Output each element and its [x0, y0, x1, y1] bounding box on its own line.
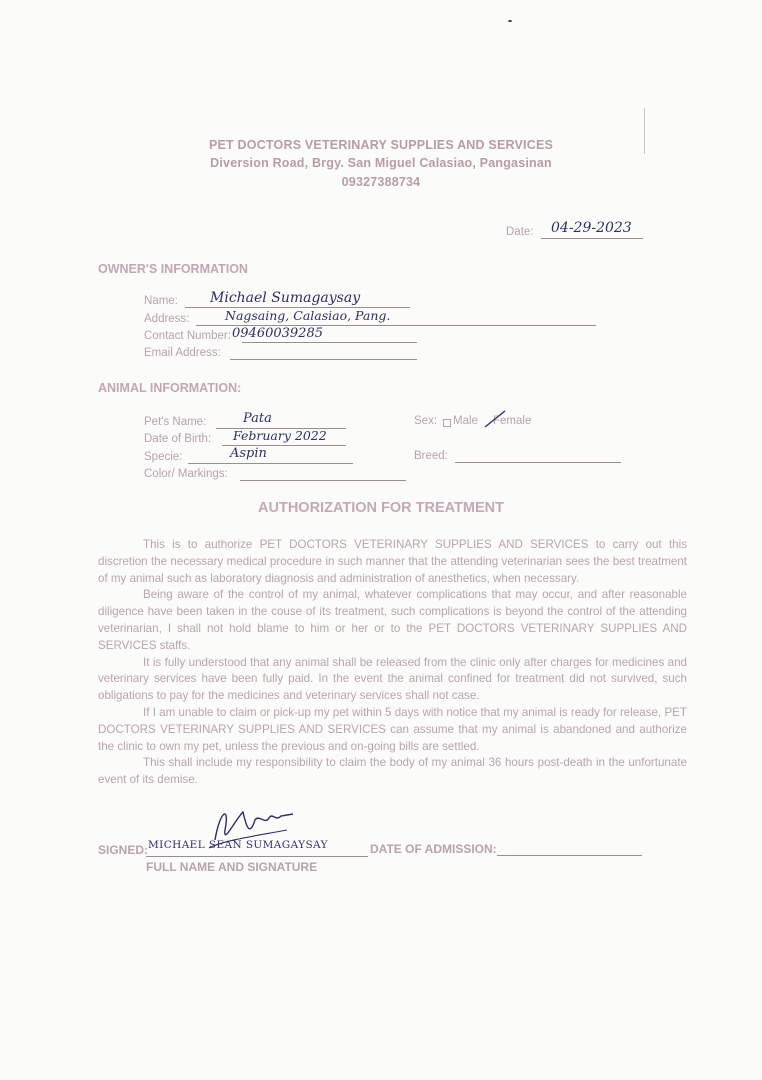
authorization-paragraph: It is fully understood that any animal shall be released from the clinic only after charges for medicines and veterinary services have been fully paid. In the event the animal confined for treatment did not survived, such obligations to pay for the medicines and veterinary services shall not case.	[98, 655, 687, 703]
owner-contact-value: 09460039285	[232, 326, 323, 341]
specie-line	[188, 463, 353, 464]
date-label: Date:	[506, 226, 534, 238]
sex-label: Sex:	[414, 415, 438, 427]
date-line	[541, 238, 643, 239]
authorization-paragraph: This is to authorize PET DOCTORS VETERINARY SUPPLIES AND SERVICES to carry out this discretion the necessary medical procedure in such manner that the attending veterinarian sees the best treatment of my animal such as laboratory diagnosis and administration of anesthetics, when necessary.	[98, 538, 687, 585]
company-address: Diversion Road, Brgy. San Miguel Calasiao, Pangasinan	[210, 156, 552, 170]
pet-name-value: Pata	[243, 411, 272, 426]
dob-label: Date of Birth:	[144, 433, 212, 445]
dob-value: February 2022	[233, 428, 327, 443]
specie-value: Aspin	[230, 446, 267, 461]
authorization-title: AUTHORIZATION FOR TREATMENT	[258, 500, 504, 516]
company-phone: 09327388734	[341, 175, 421, 189]
specie-label: Specie:	[144, 451, 183, 463]
admission-line	[497, 855, 642, 856]
color-line	[240, 480, 406, 481]
animal-heading: ANIMAL INFORMATION:	[98, 381, 242, 395]
signed-label: SIGNED:	[98, 843, 149, 857]
company-name: PET DOCTORS VETERINARY SUPPLIES AND SERVICES	[208, 138, 554, 152]
admission-label: DATE OF ADMISSION:	[370, 842, 497, 856]
signed-value: MICHAEL SEAN SUMAGAYSAY	[148, 839, 328, 851]
signature-caption: FULL NAME AND SIGNATURE	[146, 860, 318, 874]
color-label: Color/ Markings:	[144, 468, 228, 480]
owner-email-label: Email Address:	[144, 347, 221, 359]
female-label: Female	[493, 415, 532, 427]
authorization-paragraph: If I am unable to claim or pick-up my pet within 5 days with notice that my animal is ready for release, PET DOCTORS VETERINARY SUPPLIES AND SERVICES can assume that my animal is abandoned and authorize the clinic to own my pet, unless the previous and on-going bills are settled.	[98, 705, 687, 753]
breed-label: Breed:	[414, 450, 448, 462]
female-check-mark	[482, 408, 508, 430]
date-value: 04-29-2023	[551, 220, 632, 236]
signed-line	[146, 856, 368, 857]
pet-name-label: Pet's Name:	[144, 416, 207, 428]
owner-contact-label: Contact Number:	[144, 330, 231, 342]
breed-line	[455, 462, 621, 463]
owner-heading: OWNER'S INFORMATION	[98, 262, 248, 276]
authorization-paragraph: This shall include my responsibility to claim the body of my animal 36 hours post-death in the unfortunate event of its demise.	[98, 756, 687, 787]
owner-name-label: Name:	[144, 295, 178, 307]
owner-contact-line	[242, 342, 417, 343]
owner-address-value: Nagsaing, Calasiao, Pang.	[225, 308, 391, 323]
authorization-paragraph: Being aware of the control of my animal, whatever complications that may occur, and after reasonable diligence have been taken in the couse of its treatment, such complications is beyond the control of the attending veterinarian, I shall not hold blame to him or her or to the PET DOCTORS VETERINARY SUPPLIES AND SERVICES staffs.	[98, 588, 687, 652]
authorization-body	[98, 537, 687, 789]
male-label: Male	[453, 415, 478, 427]
owner-name-value: Michael Sumagaysay	[210, 290, 361, 306]
speck	[508, 20, 512, 22]
owner-email-line	[230, 359, 417, 360]
male-checkbox[interactable]	[443, 419, 451, 427]
owner-address-label: Address:	[144, 313, 190, 325]
